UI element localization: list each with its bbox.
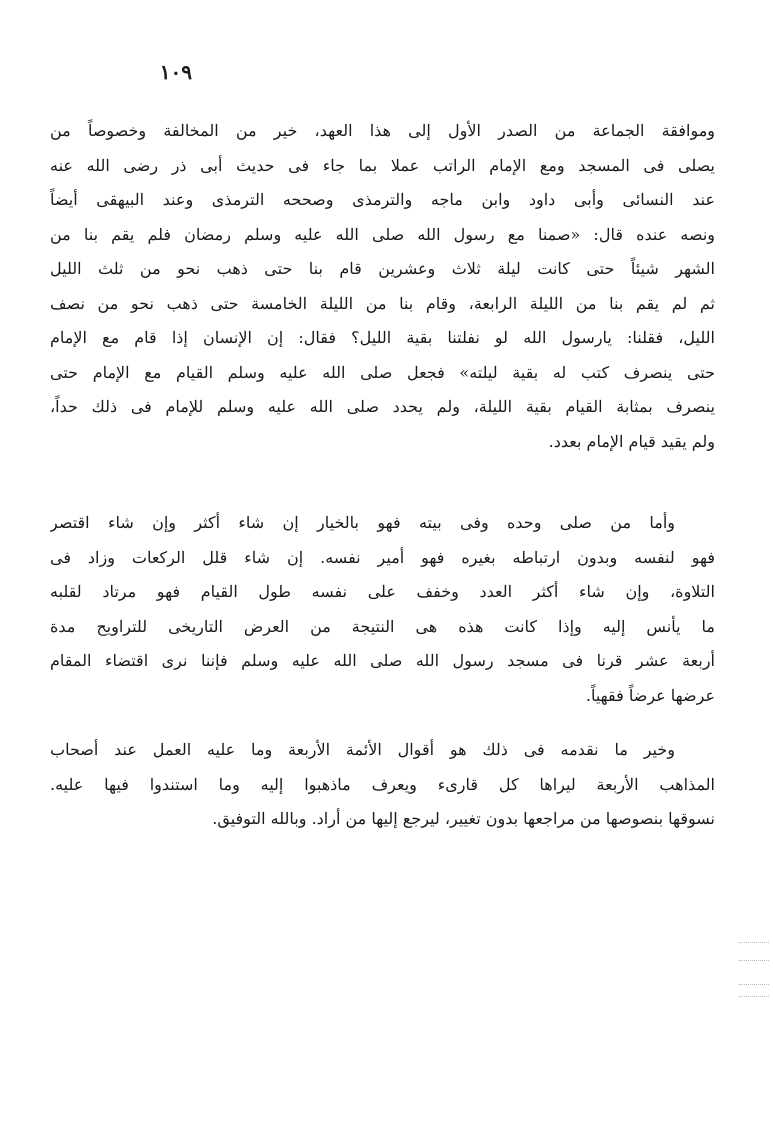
text-line: ينصرف بمثابة القيام بقية الليلة، ولم يحدد صلى الله عليه وسلم للإمام فى ذلك حداً، bbox=[50, 397, 715, 416]
margin-bleed-mark bbox=[739, 984, 769, 987]
text-line: وموافقة الجماعة من الصدر الأول إلى هذا العهد، خير من المخالفة وخصوصاً من bbox=[50, 121, 715, 140]
text-line: ثم لم يقم بنا من الليلة الرابعة، وقام بنا من الليلة الخامسة حتى ذهب نحو من نصف bbox=[50, 293, 715, 313]
text-line: حتى ينصرف كتب له بقية ليلته» فجعل صلى الله عليه وسلم القيام مع الإمام حتى bbox=[50, 362, 715, 382]
text-line: فهو لنفسه وبدون ارتباطه بغيره فهو أمير نفسه. إن شاء قلل الركعات وزاد فى bbox=[50, 547, 715, 567]
margin-bleed-mark bbox=[739, 960, 769, 963]
margin-bleed-mark bbox=[739, 942, 769, 945]
text-line: وخير ما نقدمه فى ذلك هو أقوال الأئمة الأربعة وما عليه العمل عند أصحاب bbox=[50, 740, 675, 759]
text-line: وأما من صلى وحده وفى بيته فهو بالخيار إن شاء أكثر وإن شاء اقتصر bbox=[50, 513, 675, 532]
margin-bleed-mark bbox=[739, 996, 769, 999]
text-line: الليل، فقلنا: يارسول الله لو نفلتنا بقية الليل؟ فقال: إن الإنسان إذا قام مع الإمام bbox=[50, 328, 715, 347]
text-line: المذاهب الأربعة ليراها كل قارىء ويعرف ماذهبوا إليه وما استندوا فيها عليه. bbox=[50, 774, 715, 794]
text-line: التلاوة، وإن شاء أكثر العدد وخفف على نفسه طول القيام فهو مرتاد لقلبه bbox=[50, 582, 715, 601]
text-line: أربعة عشر قرنا فى مسجد رسول الله صلى الله عليه وسلم فإننا نرى اقتضاء المقام bbox=[50, 651, 715, 670]
paragraph-1 bbox=[50, 114, 715, 459]
text-line: عرضها عرضاً فقهياً. bbox=[585, 685, 715, 705]
text-line: يصلى فى المسجد ومع الإمام الراتب عملا بما جاء فى حديث أبى ذر رضى الله عنه bbox=[50, 155, 715, 175]
text-line: ما يأنس إليه وإذا كانت هذه هى النتيجة من العرض التاريخى للتراويح مدة bbox=[50, 616, 715, 636]
paragraph-2 bbox=[50, 506, 715, 713]
text-line: الشهر شيئاً حتى كانت ليلة ثلاث وعشرين قام بنا حتى ذهب نحو من ثلث الليل bbox=[50, 259, 715, 278]
page-number: ١٠٩ bbox=[159, 60, 192, 84]
paragraph-3 bbox=[50, 733, 715, 837]
text-line: ولم يقيد قيام الإمام بعدد. bbox=[548, 431, 715, 451]
text-line: نسوقها بنصوصها من مراجعها بدون تغيير، ليرجع إليها من أراد. وبالله التوفيق. bbox=[212, 809, 715, 828]
text-line: عند النسائى وأبى داود وابن ماجه والترمذى وصححه الترمذى وعند البيهقى أيضاً bbox=[50, 190, 715, 209]
text-line: ونصه عنده قال: «صمنا مع رسول الله صلى الله عليه وسلم رمضان فلم يقم بنا من bbox=[50, 224, 715, 244]
